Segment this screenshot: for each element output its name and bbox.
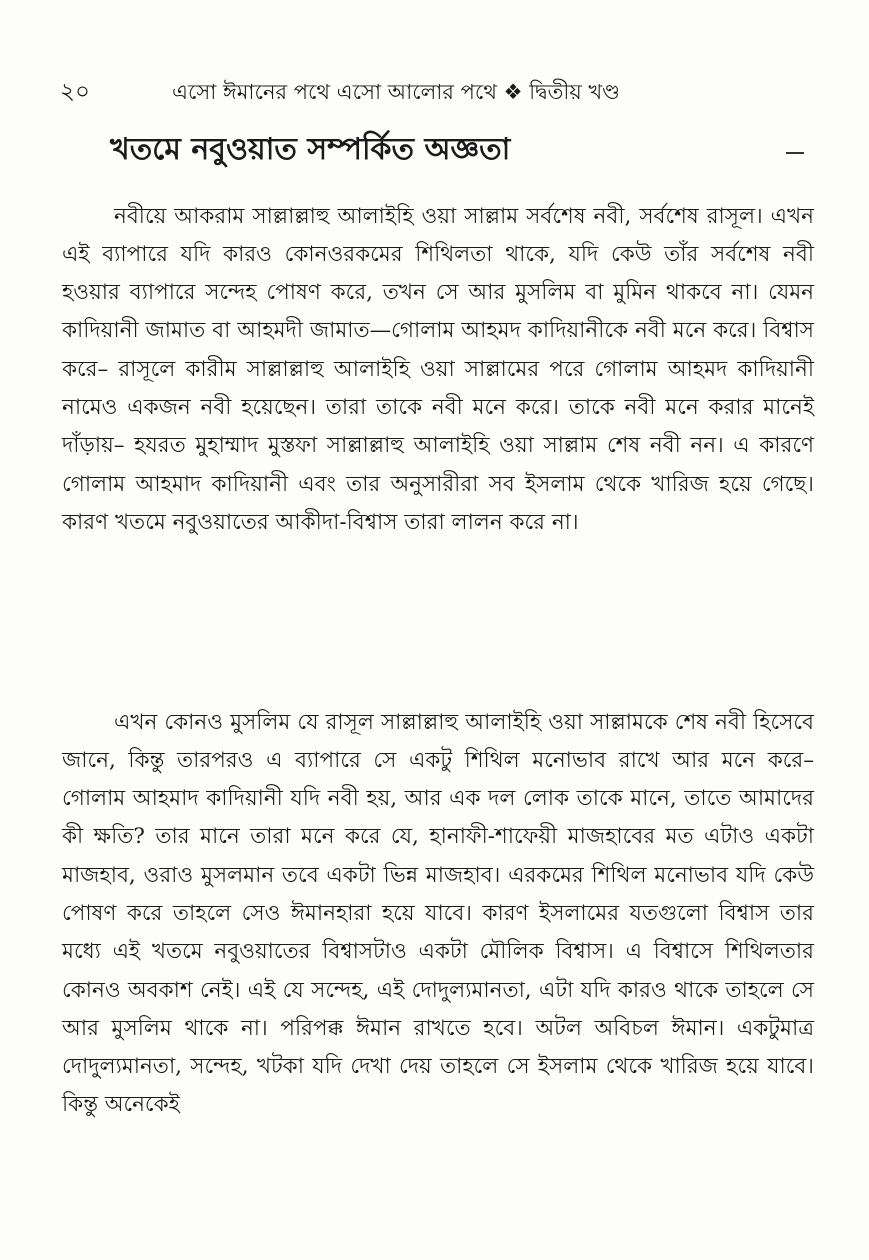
book-title: এসো ঈমানের পথে এসো আলোর পথে ❖ দ্বিতীয় খণ্ড	[172, 80, 620, 104]
body-paragraph: নবীয়ে আকরাম সাল্লাল্লাহু আলাইহি ওয়া সাল্লাম সর্বশেষ নবী, সর্বশেষ রাসূল। এখন এই ব্যাপারে যদি কারও কোনওরকমের শিথিলতা থাকে, যদি কেউ তাঁর সর্বশেষ নবী হওয়ার ব্যাপারে সন্দেহ পোষণ করে, তখন সে আর মুসলিম বা মুমিন থাকবে না। যেমন কাদিয়ানী জামাত বা আহমদী জামাত—গোলাম আহমদ কাদিয়ানীকে নবী মনে করে। বিশ্বাস করে– রাসূলে কারীম সাল্লাল্লাহু আলাইহি ওয়া সাল্লামের পরে গোলাম আহমদ কাদিয়ানী নামেও একজন নবী হয়েছেন। তারা তাকে নবী মনে করে। তাকে নবী মনে করার মানেই দাঁড়ায়– হযরত মুহাম্মাদ মুস্তফা সাল্লাল্লাহু আলাইহি ওয়া সাল্লাম শেষ নবী নন। এ কারণে গোলাম আহমাদ কাদিয়ানী এবং তার অনুসারীরা সব ইসলাম থেকে খারিজ হয়ে গেছে। কারণ খতমে নবুওয়াতের আকীদা-বিশ্বাস তারা লালন করে না।	[62, 203, 814, 535]
body-paragraph: এখন কোনও মুসলিম যে রাসূল সাল্লাল্লাহু আলাইহি ওয়া সাল্লামকে শেষ নবী হিসেবে জানে, কিন্তু তারপরও এ ব্যাপারে সে একটু শিথিল মনোভাব রাখে আর মনে করে– গোলাম আহমাদ কাদিয়ানী যদি নবী হয়, আর এক দল লোক তাকে মানে, তাতে আমাদের কী ক্ষতি? তার মানে তারা মনে করে যে, হানাফী-শাফেয়ী মাজহাবের মত এটাও একটা মাজহাব, ওরাও মুসলমান তবে একটা ভিন্ন মাজহাব। এরকমের শিথিল মনোভাব যদি কেউ পোষণ করে তাহলে সেও ঈমানহারা হয়ে যাবে। কারণ ইসলামের যতগুলো বিশ্বাস তার মধ্যে এই খতমে নবুওয়াতের বিশ্বাসটাও একটা মৌলিক বিশ্বাস। এ বিশ্বাসে শিথিলতার কোনও অবকাশ নেই। এই যে সন্দেহ, এই দোদুল্যমানতা, এটা যদি কারও থাকে তাহলে সে আর মুসলিম থাকে না। পরিপক্ক ঈমান রাখতে হবে। অটল অবিচল ঈমান। একটুমাত্র দোদুল্যমানতা, সন্দেহ, খটকা যদি দেখা দেয় তাহলে সে ইসলাম থেকে খারিজ হয়ে যাবে। কিন্তু অনেকেই	[62, 709, 814, 1118]
page-number: ২০	[60, 79, 90, 105]
margin-dash	[786, 152, 804, 154]
running-header	[60, 72, 820, 112]
section-heading: খতমে নবুওয়াত সম্পর্কিত অজ্ঞতা	[110, 132, 511, 167]
